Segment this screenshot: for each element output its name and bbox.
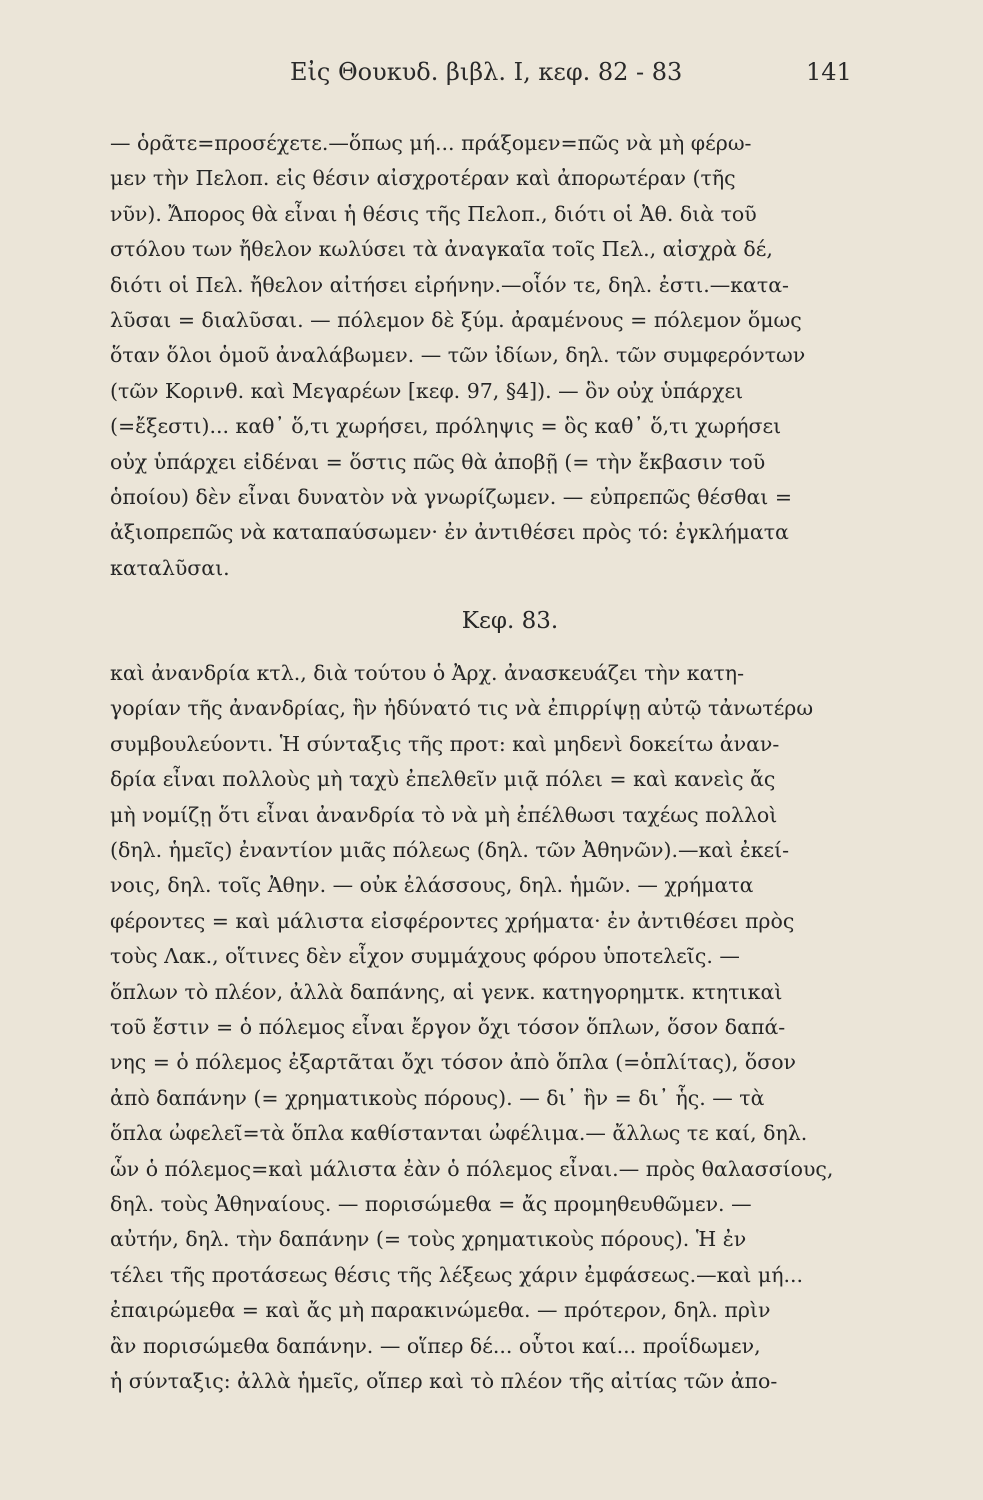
text-line: γορίαν τῆς ἀνανδρίας, ἣν ἠδύνατό τις νὰ ἐπιρρίψῃ αὐτῷ τἀνωτέρω — [110, 696, 814, 721]
section-chapter-82-notes — [110, 126, 870, 586]
page-number: 141 — [806, 58, 852, 86]
text-line: δηλ. τοὺς Ἀθηναίους. — πορισώμεθα = ἄς προμηθευθῶμεν. — — [110, 1191, 752, 1216]
text-line: μὴ νομίζῃ ὅτι εἶναι ἀνανδρία τὸ νὰ μὴ ἐπέλθωσι ταχέως πολλοὶ — [110, 802, 778, 827]
text-line: ὅπλων τὸ πλέον, ἀλλὰ δαπάνης, αἱ γενκ. κατηγορημτκ. κτητικαὶ — [110, 979, 783, 1004]
commentary-text — [110, 126, 870, 1399]
text-line: καὶ ἀνανδρία κτλ., διὰ τούτου ὁ Ἀρχ. ἀνασκευάζει τὴν κατη- — [110, 661, 744, 686]
text-line: ἐπαιρώμεθα = καὶ ἄς μὴ παρακινώμεθα. — πρότερον, δηλ. πρὶν — [110, 1298, 771, 1323]
page-header — [0, 58, 983, 98]
text-line: ἀξιοπρεπῶς νὰ καταπαύσωμεν· ἐν ἀντιθέσει πρὸς τό: ἐγκλήματα — [110, 520, 789, 545]
text-line: — ὁρᾶτε=προσέχετε.—ὅπως μή... πράξομεν=πῶς νὰ μὴ φέρω- — [110, 131, 752, 155]
text-line: (=ἔξεστι)... καθ᾽ ὅ,τι χωρήσει, πρόληψις = ὃς καθ᾽ ὅ,τι χωρήσει — [110, 414, 782, 439]
text-line: φέροντες = καὶ μάλιστα εἰσφέροντες χρήματα· ἐν ἀντιθέσει πρὸς — [110, 908, 795, 933]
text-line: τοῦ ἔστιν = ὁ πόλεμος εἶναι ἔργον ὄχι τόσον ὅπλων, ὅσον δαπά- — [110, 1014, 786, 1039]
text-line: μεν τὴν Πελοπ. εἰς θέσιν αἰσχροτέραν καὶ ἀπορωτέραν (τῆς — [110, 166, 736, 191]
text-line: αὐτήν, δηλ. τὴν δαπάνην (= τοὺς χρηματικοὺς πόρους). Ἡ ἐν — [110, 1227, 747, 1252]
text-line: ἂν πορισώμεθα δαπάνην. — οἵπερ δέ... οὗτοι καί... προΐδωμεν, — [110, 1333, 761, 1358]
text-line: διότι οἱ Πελ. ἤθελον αἰτήσει εἰρήνην.—οἷόν τε, δηλ. ἐστι.—κατα- — [110, 272, 789, 297]
chapter-heading: Κεφ. 83. — [461, 608, 559, 635]
section-chapter-83-notes — [110, 656, 870, 1399]
text-line: ἀπὸ δαπάνην (= χρηματικοὺς πόρους). — δι᾽ ἣν = δι᾽ ἧς. — τὰ — [110, 1085, 765, 1110]
text-line: ὁποίου) δὲν εἶναι δυνατὸν νὰ γνωρίζωμεν. — εὐπρεπῶς θέσθαι = — [110, 484, 793, 509]
text-line: νοις, δηλ. τοῖς Ἀθην. — οὐκ ἐλάσσους, δηλ. ἡμῶν. — χρήματα — [110, 873, 754, 898]
text-line: ὧν ὁ πόλεμος=καὶ μάλιστα ἐὰν ὁ πόλεμος εἶναι.— πρὸς θαλασσίους, — [110, 1156, 834, 1181]
text-line: τέλει τῆς προτάσεως θέσις τῆς λέξεως χάριν ἐμφάσεως.—καὶ μή... — [110, 1262, 804, 1287]
text-line: ὅπλα ὠφελεῖ=τὰ ὅπλα καθίστανται ὠφέλιμα.— ἄλλως τε καί, δηλ. — [110, 1121, 808, 1146]
text-line: στόλου των ἤθελον κωλύσει τὰ ἀναγκαῖα τοῖς Πελ., αἰσχρὰ δέ, — [110, 237, 773, 262]
text-line: λῦσαι = διαλῦσαι. — πόλεμον δὲ ξύμ. ἀραμένους = πόλεμον ὅμως — [110, 307, 802, 332]
text-line: ὅταν ὅλοι ὁμοῦ ἀναλάβωμεν. — τῶν ἰδίων, δηλ. τῶν συμφερόντων — [110, 343, 806, 368]
text-line: νης = ὁ πόλεμος ἐξαρτᾶται ὄχι τόσον ἀπὸ ὅπλα (=ὁπλίτας), ὅσον — [110, 1050, 797, 1075]
text-line: συμβουλεύοντι. Ἡ σύνταξις τῆς προτ: καὶ μηδενὶ δοκείτω ἀναν- — [110, 731, 780, 756]
running-head: Εἰς Θουκυδ. βιβλ. Ι, κεφ. 82 - 83 — [290, 58, 683, 86]
text-line: (τῶν Κορινθ. καὶ Μεγαρέων [κεφ. 97, §4]). — ὃν οὐχ ὑπάρχει — [110, 378, 744, 403]
text-line: καταλῦσαι. — [110, 555, 230, 580]
text-line: οὐχ ὑπάρχει εἰδέναι = ὅστις πῶς θὰ ἀποβῇ (= τὴν ἔκβασιν τοῦ — [110, 449, 766, 474]
text-line: (δηλ. ἡμεῖς) ἐναντίον μιᾶς πόλεως (δηλ. τῶν Ἀθηνῶν).—καὶ ἐκεί- — [110, 838, 790, 863]
text-line: ἡ σύνταξις: ἀλλὰ ἡμεῖς, οἵπερ καὶ τὸ πλέον τῆς αἰτίας τῶν ἀπο- — [110, 1368, 778, 1393]
text-line: νῦν). Ἄπορος θὰ εἶναι ἡ θέσις τῆς Πελοπ., διότι οἱ Ἀθ. διὰ τοῦ — [110, 201, 757, 226]
text-line: δρία εἶναι πολλοὺς μὴ ταχὺ ἐπελθεῖν μιᾷ πόλει = καὶ κανεὶς ἄς — [110, 767, 776, 792]
text-line: τοὺς Λακ., οἵτινες δὲν εἶχον συμμάχους φόρου ὑποτελεῖς. — — [110, 944, 740, 969]
